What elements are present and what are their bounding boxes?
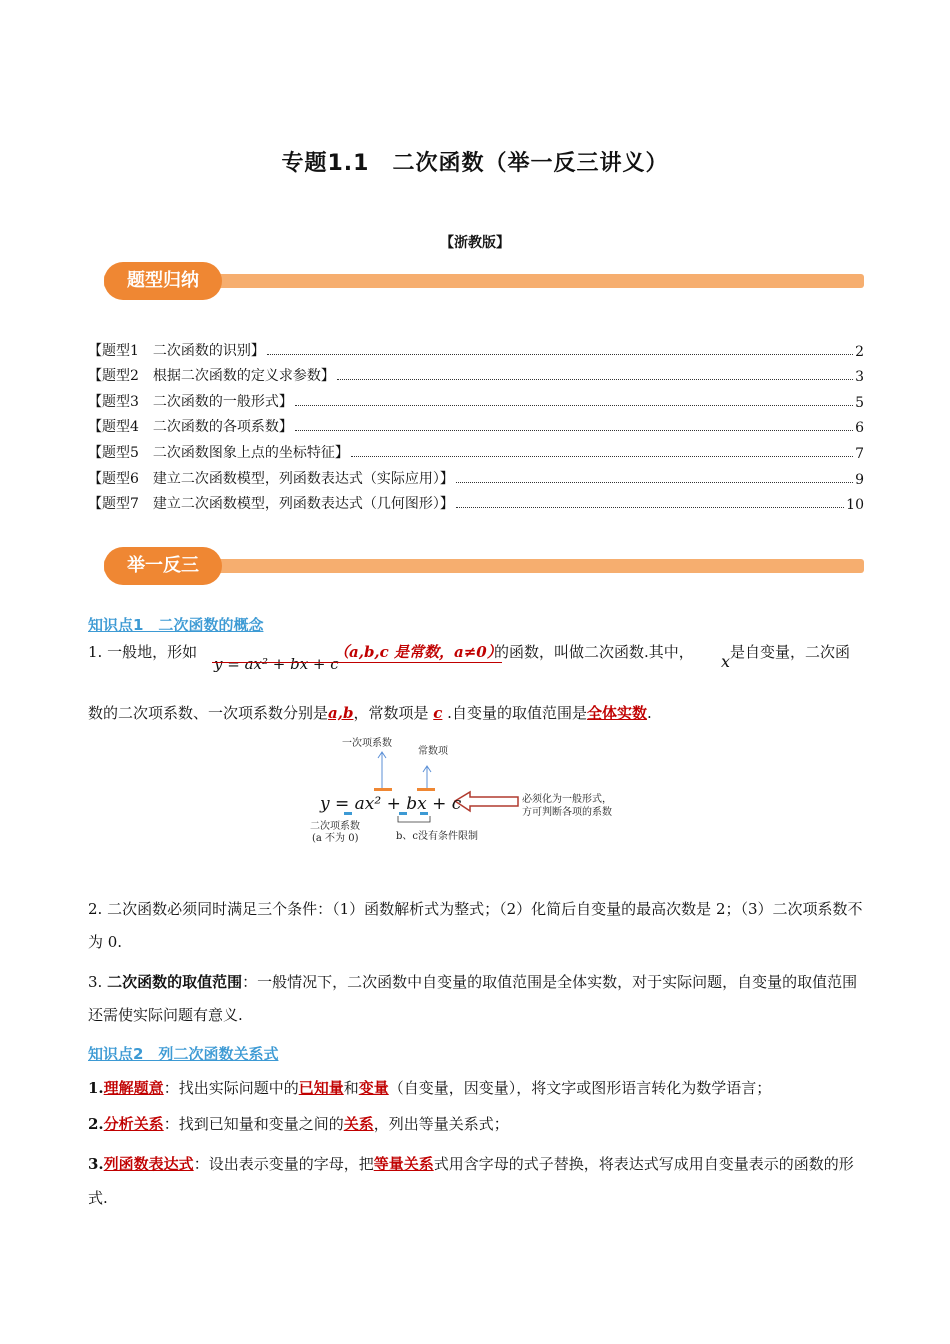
domain-all-real: 全体实数: [586, 704, 647, 722]
toc-leader: [267, 354, 853, 355]
note-general-form-2: 方可判断各项的系数: [522, 807, 612, 818]
table-of-contents: [88, 334, 864, 513]
kp1-paragraph-1-line-1: 1. 一般地，形如 y = ax² + bx + c （a,b,c 是常数，a≠0） 的函数，叫做二次函数.其中， x 是自变量，二次函: [88, 640, 864, 670]
label-quadratic-coefficient: 二次项系数: [310, 821, 360, 832]
variable-x: x: [721, 652, 731, 671]
equal-relation: 等量关系: [373, 1155, 434, 1173]
known-quantity: 已知量: [298, 1079, 344, 1097]
toc-item[interactable]: 【题型3 二次函数的一般形式】 5: [88, 393, 864, 411]
toc-item[interactable]: 【题型5 二次函数图象上点的坐标特征】 7: [88, 444, 864, 462]
knowledge-point-2-heading: 知识点2 列二次函数关系式: [88, 1045, 279, 1063]
step-3-key: 列函数表达式: [103, 1155, 194, 1173]
note-bc-unrestricted: b、c没有条件限制: [396, 831, 479, 842]
kp1-paragraph-1-line-2: 数的二次项系数、一次项系数分别是a,b，常数项是 c .自变量的取值范围是全体实数.: [88, 704, 652, 722]
toc-leader: [456, 507, 844, 508]
coefficient-condition: （a,b,c 是常数，a≠0）: [334, 643, 502, 661]
step-2-key: 分析关系: [103, 1115, 164, 1133]
section-banner-types: [84, 262, 864, 300]
marker-const: [417, 788, 435, 791]
toc-item[interactable]: 【题型1 二次函数的识别】 2: [88, 342, 864, 360]
relation: 关系: [343, 1115, 374, 1133]
toc-item[interactable]: 【题型2 根据二次函数的定义求参数】 3: [88, 368, 864, 386]
toc-leader: [456, 482, 853, 483]
hollow-arrow: [455, 792, 518, 811]
diagram-formula: y = ax² + bx + c: [320, 794, 462, 814]
marker-linear: [374, 788, 392, 791]
toc-leader: [295, 405, 853, 406]
toc-leader: [351, 456, 853, 457]
kp1-paragraph-3: 3. 二次函数的取值范围：一般情况下，二次函数中自变量的取值范围是全体实数，对于实际问题，自变量的取值范围还需使实际问题有意义.: [88, 973, 858, 1024]
variable: 变量: [358, 1079, 389, 1097]
general-form-formula: y = ax² + bx + c: [214, 655, 339, 673]
banner-tag: 举一反三: [104, 547, 222, 585]
kp1-paragraph-2: 2. 二次函数必须同时满足三个条件：（1）函数解析式为整式；（2）化简后自变量的最高次数是 2；（3）二次项系数不为 0.: [88, 900, 863, 951]
toc-item[interactable]: 【题型6 建立二次函数模型，列函数表达式（实际应用）】 9: [88, 470, 864, 488]
note-general-form-1: 必须化为一般形式，: [522, 794, 612, 805]
toc-item[interactable]: 【题型4 二次函数的各项系数】 6: [88, 419, 864, 437]
formula-underline: [212, 662, 502, 663]
label-linear-coefficient: 一次项系数: [342, 738, 392, 749]
coefficients-ab: a,b: [328, 704, 354, 722]
kp2-step-3: 3.列函数表达式：设出表示变量的字母，把等量关系式用含字母的式子替换，将表达式写成用自变量表示的函数的形式.: [88, 1155, 854, 1207]
constant-c: c: [433, 704, 443, 722]
range-heading: 二次函数的取值范围: [107, 973, 243, 991]
coefficient-diagram: [300, 730, 660, 850]
toc-leader: [337, 379, 853, 380]
edition-label: 【浙教版】: [440, 235, 510, 251]
bracket-bc: [398, 816, 430, 822]
label-constant-term: 常数项: [418, 746, 448, 757]
section-banner-examples: [84, 547, 864, 585]
note-a-nonzero: (a 不为 0): [312, 833, 359, 844]
knowledge-point-1-heading: 知识点1 二次函数的概念: [88, 616, 264, 634]
toc-leader: [295, 430, 853, 431]
step-1-key: 理解题意: [103, 1079, 164, 1097]
banner-tag: 题型归纳: [104, 262, 222, 300]
toc-item[interactable]: 【题型7 建立二次函数模型，列函数表达式（几何图形）】 10: [88, 496, 864, 514]
kp2-step-2: 2.分析关系：找到已知量和变量之间的关系，列出等量关系式；: [88, 1115, 509, 1133]
page-title: 专题1.1 二次函数（举一反三讲义）: [281, 151, 669, 176]
kp2-step-1: 1.理解题意：找出实际问题中的已知量和变量（自变量，因变量），将文字或图形语言转化为数学语言；: [88, 1079, 772, 1097]
